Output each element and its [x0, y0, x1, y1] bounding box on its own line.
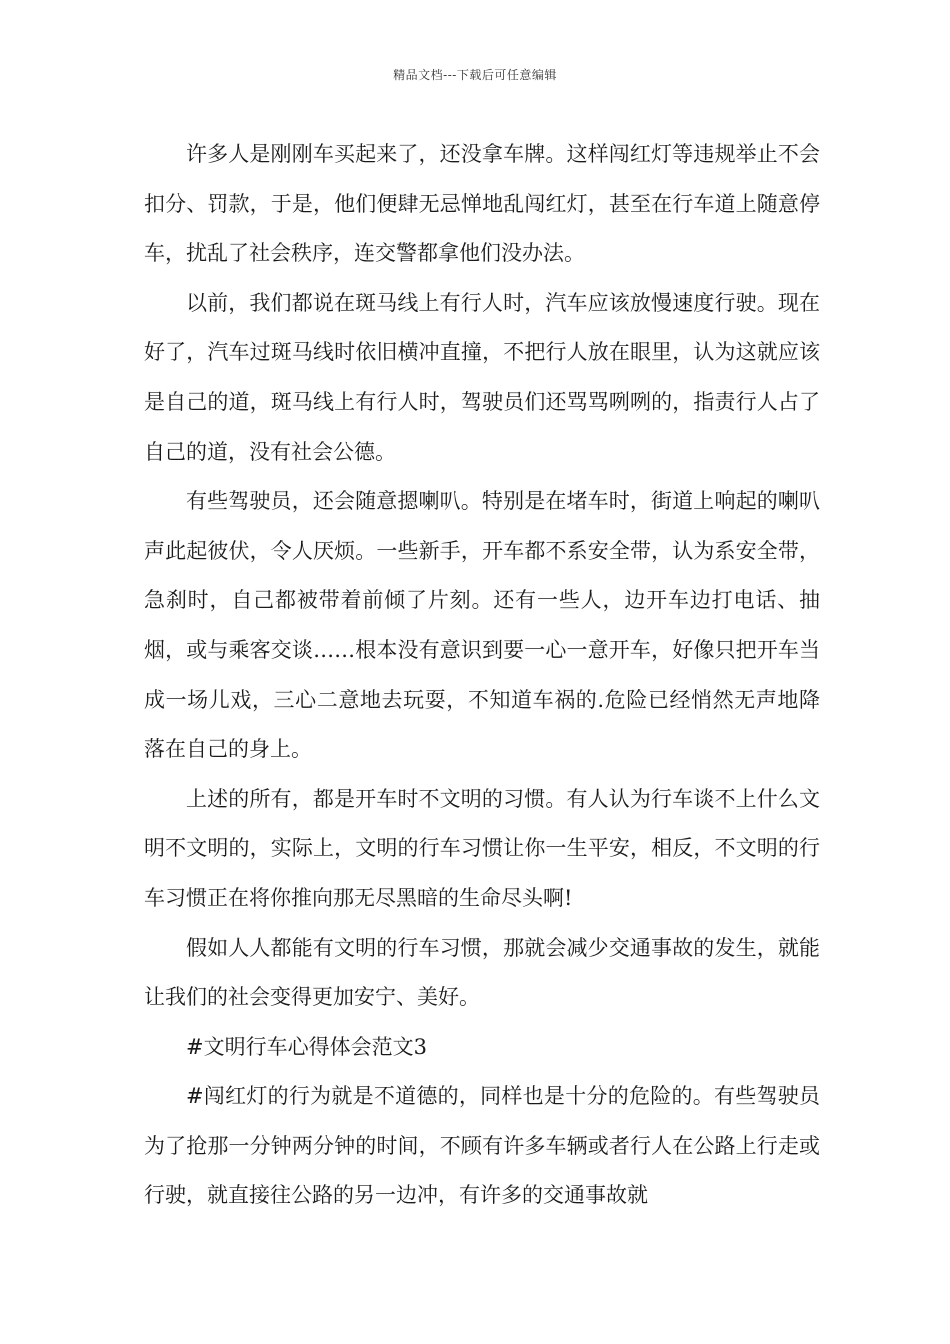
paragraph-5: 假如人人都能有文明的行车习惯，那就会减少交通事故的发生，就能让我们的社会变得更加安宁、美好。: [144, 935, 820, 1010]
page-header: 精品文档---下载后可任意编辑: [393, 68, 557, 82]
paragraph-3: 有些驾驶员，还会随意摁喇叭。特别是在堵车时，街道上响起的喇叭声此起彼伏，令人厌烦。一些新手，开车都不系安全带，认为系安全带，急刹时，自己都被带着前倾了片刻。还有一些人，边开车边打电话、抽烟，或与乘客交谈……根本没有意识到要一心一意开车，好像只把开车当成一场儿戏，三心二意地去玩耍，不知道车祸的.危险已经悄然无声地降落在自己的身上。: [144, 489, 820, 762]
document-body: [144, 130, 820, 1221]
paragraph-2: 以前，我们都说在斑马线上有行人时，汽车应该放慢速度行驶。现在好了，汽车过斑马线时依旧横冲直撞，不把行人放在眼里，认为这就应该是自己的道，斑马线上有行人时，驾驶员们还骂骂咧咧的，指责行人占了自己的道，没有社会公德。: [144, 290, 820, 464]
paragraph-4: 上述的所有，都是开车时不文明的习惯。有人认为行车谈不上什么文明不文明的，实际上，文明的行车习惯让你一生平安，相反，不文明的行车习惯正在将你推向那无尽黑暗的生命尽头啊!: [144, 786, 820, 910]
paragraph-1: 许多人是刚刚车买起来了，还没拿车牌。这样闯红灯等违规举止不会扣分、罚款，于是，他们便肆无忌惮地乱闯红灯，甚至在行车道上随意停车，扰乱了社会秩序，连交警都拿他们没办法。: [144, 142, 820, 266]
paragraph-6: #闯红灯的行为就是不道德的，同样也是十分的危险的。有些驾驶员为了抢那一分钟两分钟的时间，不顾有许多车辆或者行人在公路上行走或行驶，就直接往公路的另一边冲，有许多的交通事故就: [144, 1084, 820, 1208]
section-heading: #文明行车心得体会范文3: [186, 1034, 427, 1059]
